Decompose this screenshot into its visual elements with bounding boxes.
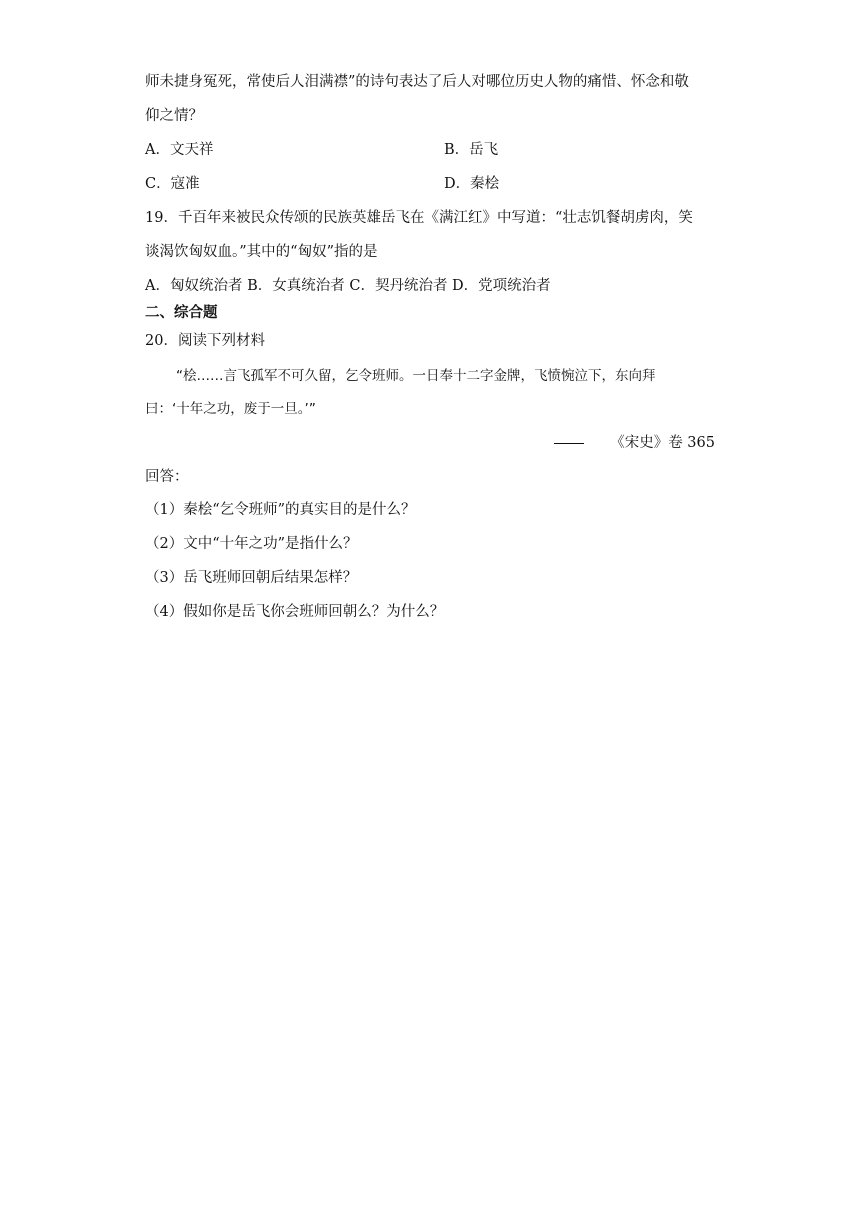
q18-option-d: D．秦桧 xyxy=(444,176,500,192)
q20-subquestion-1: （1）秦桧“乞令班师”的真实目的是什么？ xyxy=(145,502,416,518)
q18-option-c: C．寇准 xyxy=(145,176,200,192)
q20-source xyxy=(554,433,715,453)
q20-subquestion-3: （3）岳飞班师回朝后结果怎样？ xyxy=(145,570,358,586)
section-heading: 二、综合题 xyxy=(145,304,218,321)
source-dash xyxy=(554,443,584,444)
q20-subquestion-2: （2）文中“十年之功”是指什么？ xyxy=(145,536,358,552)
q19-options: A．匈奴统治者 B．女真统治者 C．契丹统治者 D．党项统治者 xyxy=(145,278,551,294)
q20-quote-line2: 曰：‘十年之功，废于一旦。’” xyxy=(145,401,316,417)
q20-quote-line1: “桧……言飞孤军不可久留，乞令班师。一日奉十二字金牌，飞愤惋泣下，东向拜 xyxy=(176,368,656,384)
q19-stem-line1: 19．千百年来被民众传颂的民族英雄岳飞在《满江红》中写道：“壮志饥餐胡虏肉，笑 xyxy=(145,210,693,226)
q20-answer-label: 回答： xyxy=(145,469,189,485)
q18-stem-line1: 师未捷身冤死，常使后人泪满襟”的诗句表达了后人对哪位历史人物的痛惜、怀念和敬 xyxy=(145,74,689,90)
q20-stem: 20．阅读下列材料 xyxy=(145,333,265,349)
q18-stem-line2: 仰之情？ xyxy=(145,108,203,124)
q20-source-text: 《宋史》卷 365 xyxy=(610,435,715,451)
q18-option-a: A．文天祥 xyxy=(145,142,214,158)
q20-subquestion-4: （4）假如你是岳飞你会班师回朝么？为什么？ xyxy=(145,604,445,620)
q18-option-b: B．岳飞 xyxy=(444,142,499,158)
q19-stem-line2: 谈渴饮匈奴血。”其中的“匈奴”指的是 xyxy=(145,244,378,260)
